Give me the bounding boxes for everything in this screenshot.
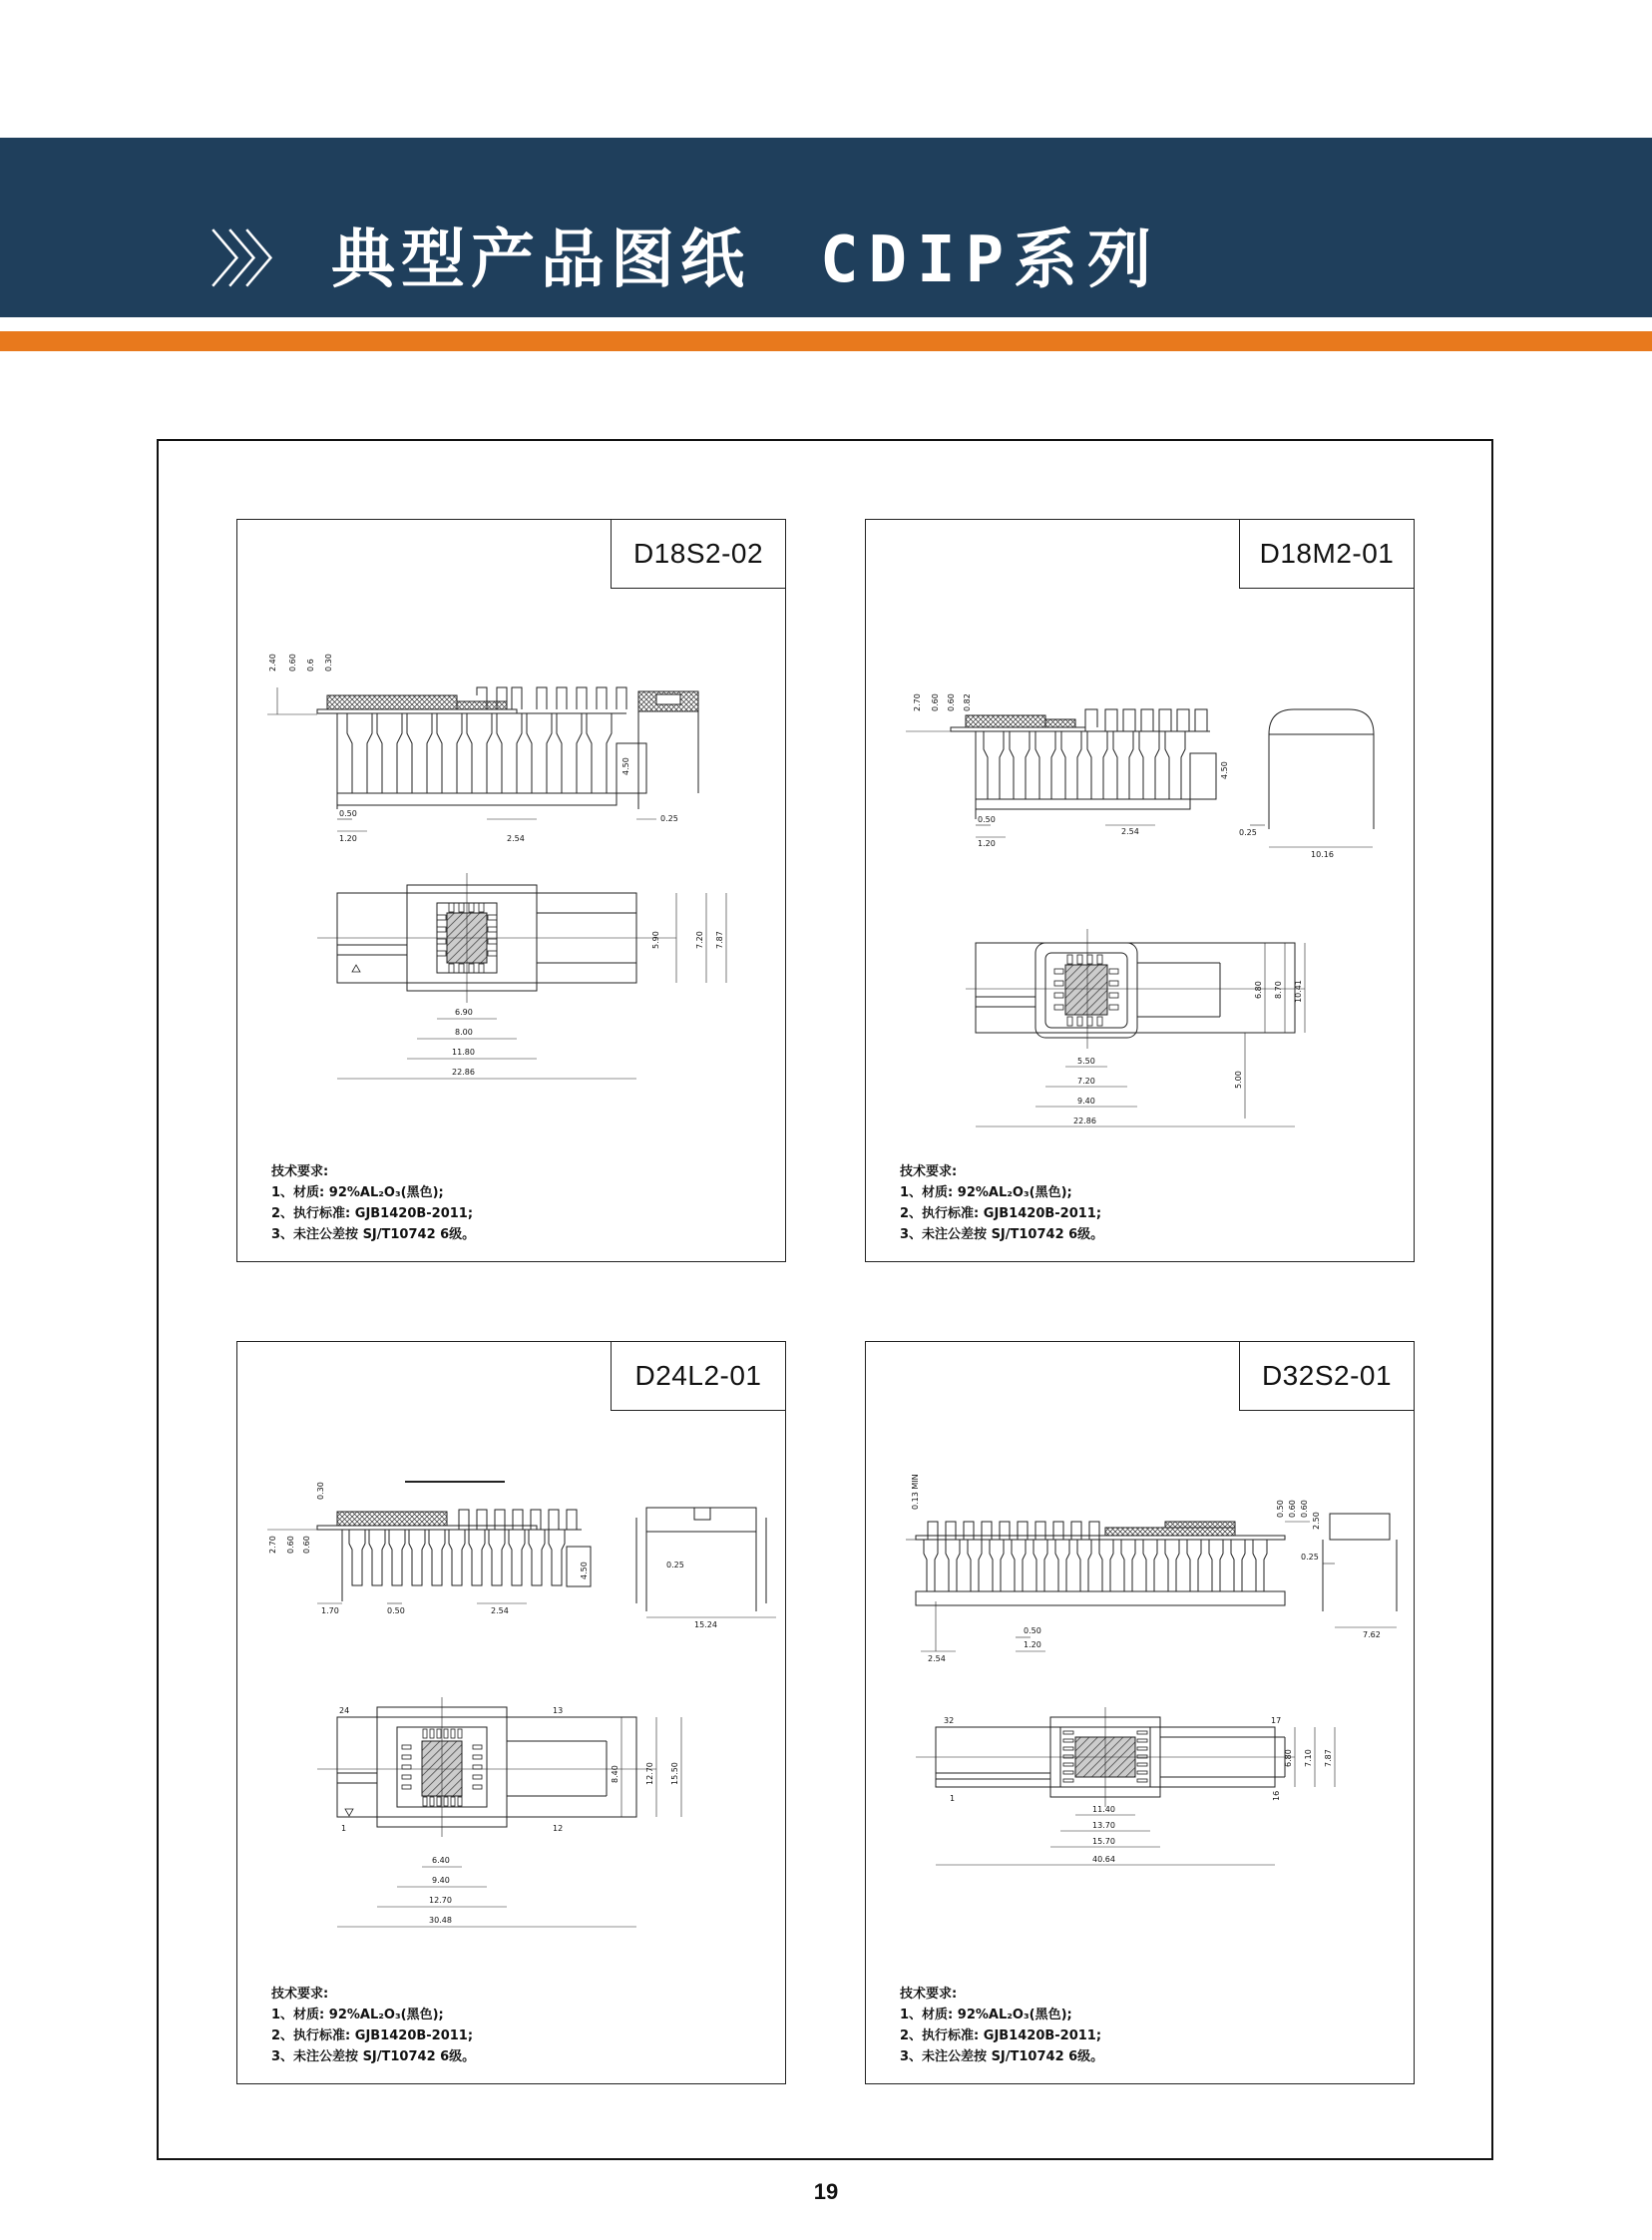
dim-label: 0.6 [306, 659, 315, 672]
pin-number: 12 [553, 1824, 564, 1833]
dim-label: 12.70 [429, 1896, 452, 1905]
dim-label: 30.48 [429, 1916, 452, 1925]
dim-label: 15.70 [1092, 1837, 1115, 1846]
dim-label: 9.40 [1077, 1097, 1095, 1106]
dim-label: 6.80 [1284, 1749, 1293, 1767]
dim-label: 5.00 [1234, 1071, 1243, 1089]
technical-notes: 技术要求: 1、材质: 92%AL₂O₃(黑色); 2、执行标准: GJB1420B-2011; 3、未注公差按 SJ/T10742 6级。 [271, 1987, 476, 2064]
chevron-right-icon: 〉〉〉 [209, 223, 292, 296]
dim-label: 7.87 [715, 931, 724, 949]
dim-label: 2.70 [913, 693, 922, 711]
drawing-panel-d18m2-01 [865, 519, 1415, 1262]
dim-label: 0.25 [666, 1561, 684, 1569]
dim-label: 8.70 [1274, 981, 1283, 999]
pin-number: 17 [1271, 1716, 1282, 1725]
dim-label: 22.86 [1073, 1117, 1096, 1125]
dim-label: 0.60 [288, 654, 297, 672]
dim-label: 11.80 [452, 1048, 475, 1057]
technical-notes: 技术要求: 1、材质: 92%AL₂O₃(黑色); 2、执行标准: GJB1420B-2011; 3、未注公差按 SJ/T10742 6级。 [900, 1164, 1104, 1242]
dim-label: 2.54 [1121, 827, 1139, 836]
dim-label: 0.60 [931, 693, 940, 711]
dim-label: 7.87 [1324, 1749, 1333, 1767]
dim-label: 0.50 [1024, 1626, 1041, 1635]
dim-label: 40.64 [1092, 1855, 1115, 1864]
dim-label: 0.50 [339, 809, 357, 818]
dim-label: 2.70 [268, 1536, 277, 1554]
dim-label: 4.50 [580, 1562, 589, 1579]
dim-label: 0.60 [286, 1536, 295, 1554]
pin-number: 13 [553, 1706, 564, 1715]
dim-label: 6.80 [1254, 981, 1263, 999]
series-text: CDIP系列 [820, 224, 1162, 297]
part-code: D32S2-01 [1239, 1341, 1415, 1411]
drawings-frame [157, 439, 1493, 2160]
dim-label: 0.25 [1239, 828, 1257, 837]
dim-label: 4.50 [1220, 761, 1229, 779]
pin-number: 1 [341, 1824, 347, 1833]
dim-label: 22.86 [452, 1068, 475, 1077]
dim-label: 2.50 [1312, 1512, 1321, 1530]
dim-label: 9.40 [432, 1876, 450, 1885]
dim-label: 15.24 [694, 1620, 717, 1629]
dim-label: 1.20 [339, 834, 357, 843]
pin-number: 32 [944, 1716, 955, 1725]
dim-label: 13.70 [1092, 1821, 1115, 1830]
dim-label: 6.40 [432, 1856, 450, 1865]
dim-label: 7.10 [1304, 1749, 1313, 1767]
part-code: D18M2-01 [1239, 519, 1415, 589]
dim-label: 7.62 [1363, 1630, 1381, 1639]
dim-label: 0.50 [1276, 1500, 1285, 1518]
dim-label: 0.60 [947, 693, 956, 711]
dim-label: 10.16 [1311, 850, 1334, 859]
dim-label: 1.20 [1024, 1640, 1041, 1649]
dim-label: 8.40 [611, 1765, 620, 1783]
dim-label: 0.60 [1288, 1500, 1297, 1518]
drawing-panel-d24l2-01 [236, 1341, 786, 2084]
dim-label: 0.60 [1300, 1500, 1309, 1518]
dim-label: 2.40 [268, 654, 277, 672]
dim-label: 2.54 [928, 1654, 946, 1663]
technical-drawing [237, 1342, 787, 2085]
dim-label: 2.54 [491, 1606, 509, 1615]
dim-label: 15.50 [670, 1762, 679, 1785]
dim-label: 0.25 [660, 814, 678, 823]
pin-number: 16 [1272, 1790, 1281, 1801]
technical-drawing [866, 520, 1416, 1263]
technical-drawing [866, 1342, 1416, 2085]
dim-label: 0.60 [302, 1536, 311, 1554]
technical-drawing [237, 520, 787, 1263]
technical-notes: 技术要求: 1、材质: 92%AL₂O₃(黑色); 2、执行标准: GJB1420B-2011; 3、未注公差按 SJ/T10742 6级。 [271, 1164, 476, 1242]
dim-label: 0.50 [978, 815, 996, 824]
dim-label: 10.41 [1294, 980, 1303, 1003]
dim-label: 0.82 [963, 693, 972, 711]
dim-label: 4.50 [621, 757, 630, 775]
technical-notes: 技术要求: 1、材质: 92%AL₂O₃(黑色); 2、执行标准: GJB1420B-2011; 3、未注公差按 SJ/T10742 6级。 [900, 1987, 1104, 2064]
part-code: D18S2-02 [611, 519, 786, 589]
dim-label: 1.70 [321, 1606, 339, 1615]
drawing-panel-d18s2-02 [236, 519, 786, 1262]
dim-label: 7.20 [1077, 1077, 1095, 1086]
drawing-panel-d32s2-01 [865, 1341, 1415, 2084]
page-title [209, 210, 1161, 299]
part-code: D24L2-01 [611, 1341, 786, 1411]
dim-label: 0.25 [1301, 1553, 1319, 1562]
dim-label: 6.90 [455, 1008, 473, 1017]
page-number: 19 [813, 2179, 839, 2204]
pin-number: 24 [339, 1706, 350, 1715]
dim-label: 5.90 [651, 931, 660, 949]
dim-label: 8.00 [455, 1028, 473, 1037]
dim-label: 0.30 [324, 654, 333, 672]
dim-label: 1.20 [978, 839, 996, 848]
dim-label: 2.54 [507, 834, 525, 843]
header-accent-stripe [0, 331, 1652, 351]
pin-number: 1 [950, 1794, 956, 1803]
title-text: 典型产品图纸 [331, 224, 751, 297]
dim-label: 11.40 [1092, 1805, 1115, 1814]
dim-label: 0.30 [316, 1482, 325, 1500]
dim-label: 0.50 [387, 1606, 405, 1615]
dim-label: 12.70 [645, 1762, 654, 1785]
dim-label: 7.20 [695, 931, 704, 949]
dim-label: 0.13 MIN [911, 1474, 920, 1510]
dim-label: 5.50 [1077, 1057, 1095, 1066]
